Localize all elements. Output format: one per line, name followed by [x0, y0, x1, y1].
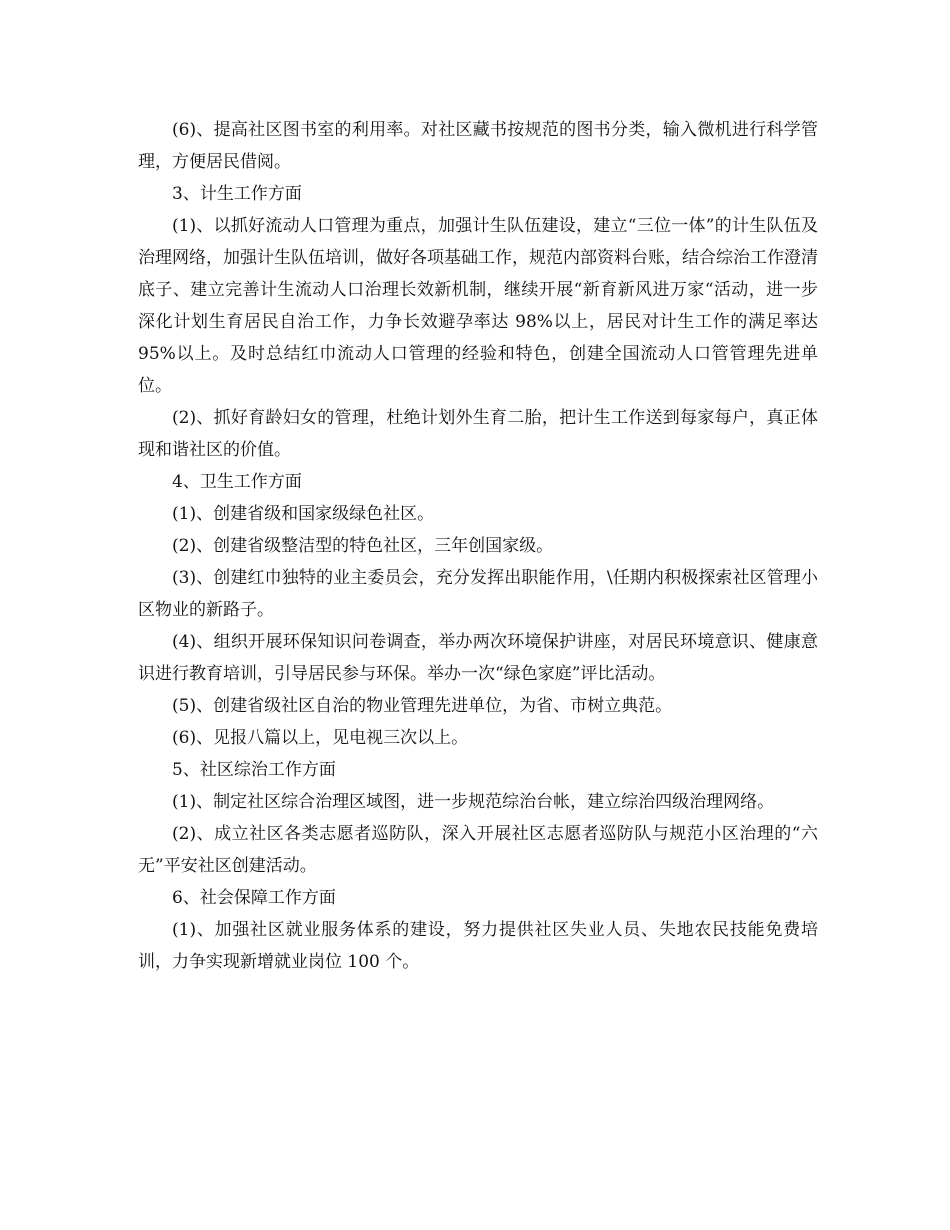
paragraph-green-community: (1)、创建省级和国家级绿色社区。	[172, 504, 435, 524]
paragraph-governance-map: (1)、制定社区综合治理区域图，进一步规范综治台帐，建立综治四级治理网络。	[172, 792, 775, 812]
paragraph-owners-committee: (3)、创建红巾独特的业主委员会，充分发挥出职能作用，\任期内积极探索社区管理小区物业的新路子。	[138, 568, 818, 620]
paragraph-library-utilization: (6)、提高社区图书室的利用率。对社区藏书按规范的图书分类，输入微机进行科学管理，方便居民借阅。	[138, 120, 818, 172]
document-body	[138, 114, 818, 978]
paragraph-environment-survey: (4)、组织开展环保知识问卷调查，举办两次环境保护讲座，对居民环境意识、健康意识进行教育培训，引导居民参与环保。举办一次“绿色家庭”评比活动。	[138, 632, 818, 684]
paragraph-media-coverage: (6)、见报八篇以上，见电视三次以上。	[172, 728, 469, 748]
paragraph-employment-service: (1)、加强社区就业服务体系的建设，努力提供社区失业人员、失地农民技能免费培训，力争实现新增就业岗位 100 个。	[138, 920, 818, 972]
paragraph-property-management: (5)、创建省级社区自治的物业管理先进单位，为省、市树立典范。	[172, 696, 673, 716]
paragraph-childbearing-women: (2)、抓好育龄妇女的管理，杜绝计划外生育二胎，把计生工作送到每家每户，真正体现和谐社区的价值。	[138, 408, 818, 460]
paragraph-clean-community: (2)、创建省级整洁型的特色社区，三年创国家级。	[172, 536, 554, 556]
section-heading-health: 4、卫生工作方面	[172, 472, 302, 492]
section-heading-family-planning: 3、计生工作方面	[172, 184, 302, 204]
paragraph-floating-population: (1)、以抓好流动人口管理为重点，加强计生队伍建设，建立“三位一体”的计生队伍及治理网络，加强计生队伍培训，做好各项基础工作，规范内部资料台账，结合综治工作澄清底子、建立完善计生流动人口治理长效新机制，继续开展“新育新风进万家“活动，进一步深化计划生育居民自治工作，力争长效避孕率达 98%以上，居民对计生工作的满足率达 95%以上。及时总结红巾流动人口管理的经验和特色，创建全国流动人口管管理先进单位。	[138, 216, 818, 396]
paragraph-volunteer-patrol: (2)、成立社区各类志愿者巡防队，深入开展社区志愿者巡防队与规范小区治理的“六无”平安社区创建活动。	[138, 824, 818, 876]
section-heading-public-security: 5、社区综治工作方面	[172, 760, 336, 780]
section-heading-social-security: 6、社会保障工作方面	[172, 888, 336, 908]
